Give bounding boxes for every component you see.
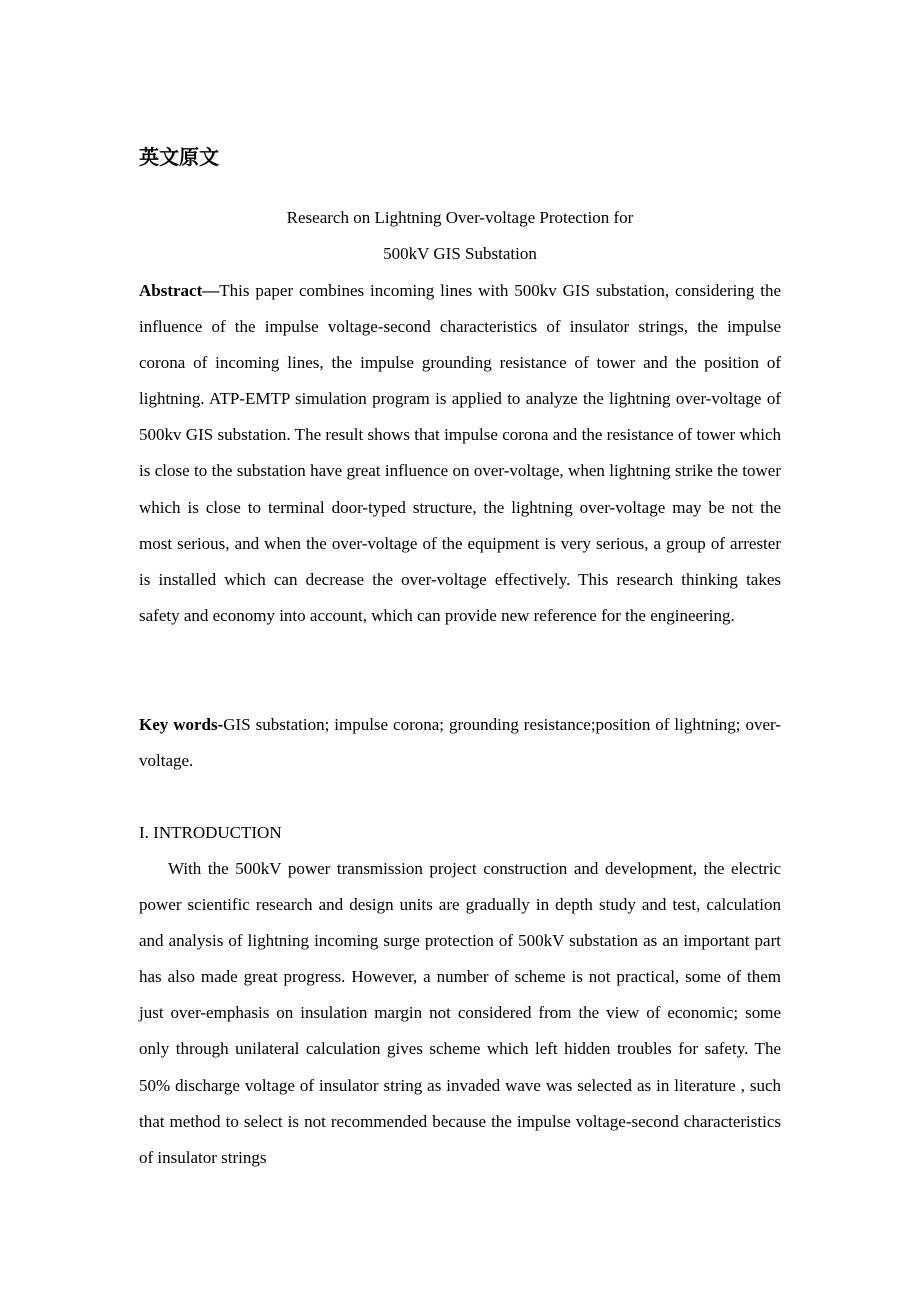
abstract-text: This paper combines incoming lines with 500kv GIS substation, considering the influence of the impulse voltage-second characteristics of insulator strings, the impulse corona of incoming lines, the impulse grounding resistance of tower and the position of lightning. ATP-EMTP simulation program is applied to analyze the lightning over-voltage of 500kv GIS substation. The result shows that impulse corona and the resistance of tower which is close to the substation have great influence on over-voltage, when lightning strike the tower which is close to terminal door-typed structure, the lightning over-voltage may be not the most serious, and when the over-voltage of the equipment is very serious, a group of arrester is installed which can decrease the over-voltage effectively. This research thinking takes safety and economy into account, which can provide new reference for the engineering. <box>139 281 781 625</box>
keywords-text: GIS substation; impulse corona; grounding resistance;position of lightning; over-voltage. <box>139 715 781 771</box>
section-label: 英文原文 <box>139 145 219 169</box>
introduction-heading: I. INTRODUCTION <box>139 823 282 842</box>
abstract-lead: Abstract— <box>139 281 220 300</box>
keywords-lead: Key words- <box>139 715 224 734</box>
paper-title-line-1: Research on Lightning Over-voltage Protection for <box>286 208 634 227</box>
introduction-paragraph: With the 500kV power transmission project construction and development, the electric power scientific research and design units are gradually in depth study and test, calculation and analysis of lightning incoming surge protection of 500kV substation as an important part has also made great progress. However, a number of scheme is not practical, some of them just over-emphasis on insulation margin not considered from the view of economic; some only through unilateral calculation gives scheme which left hidden troubles for safety. The 50% discharge voltage of insulator string as invaded wave was selected as in literature , such that method to select is not recommended because the impulse voltage-second characteristics of insulator strings <box>139 859 781 1167</box>
keywords-paragraph <box>139 707 781 779</box>
paper-title-line-2: 500kV GIS Substation <box>383 244 537 263</box>
abstract-paragraph <box>139 273 781 634</box>
